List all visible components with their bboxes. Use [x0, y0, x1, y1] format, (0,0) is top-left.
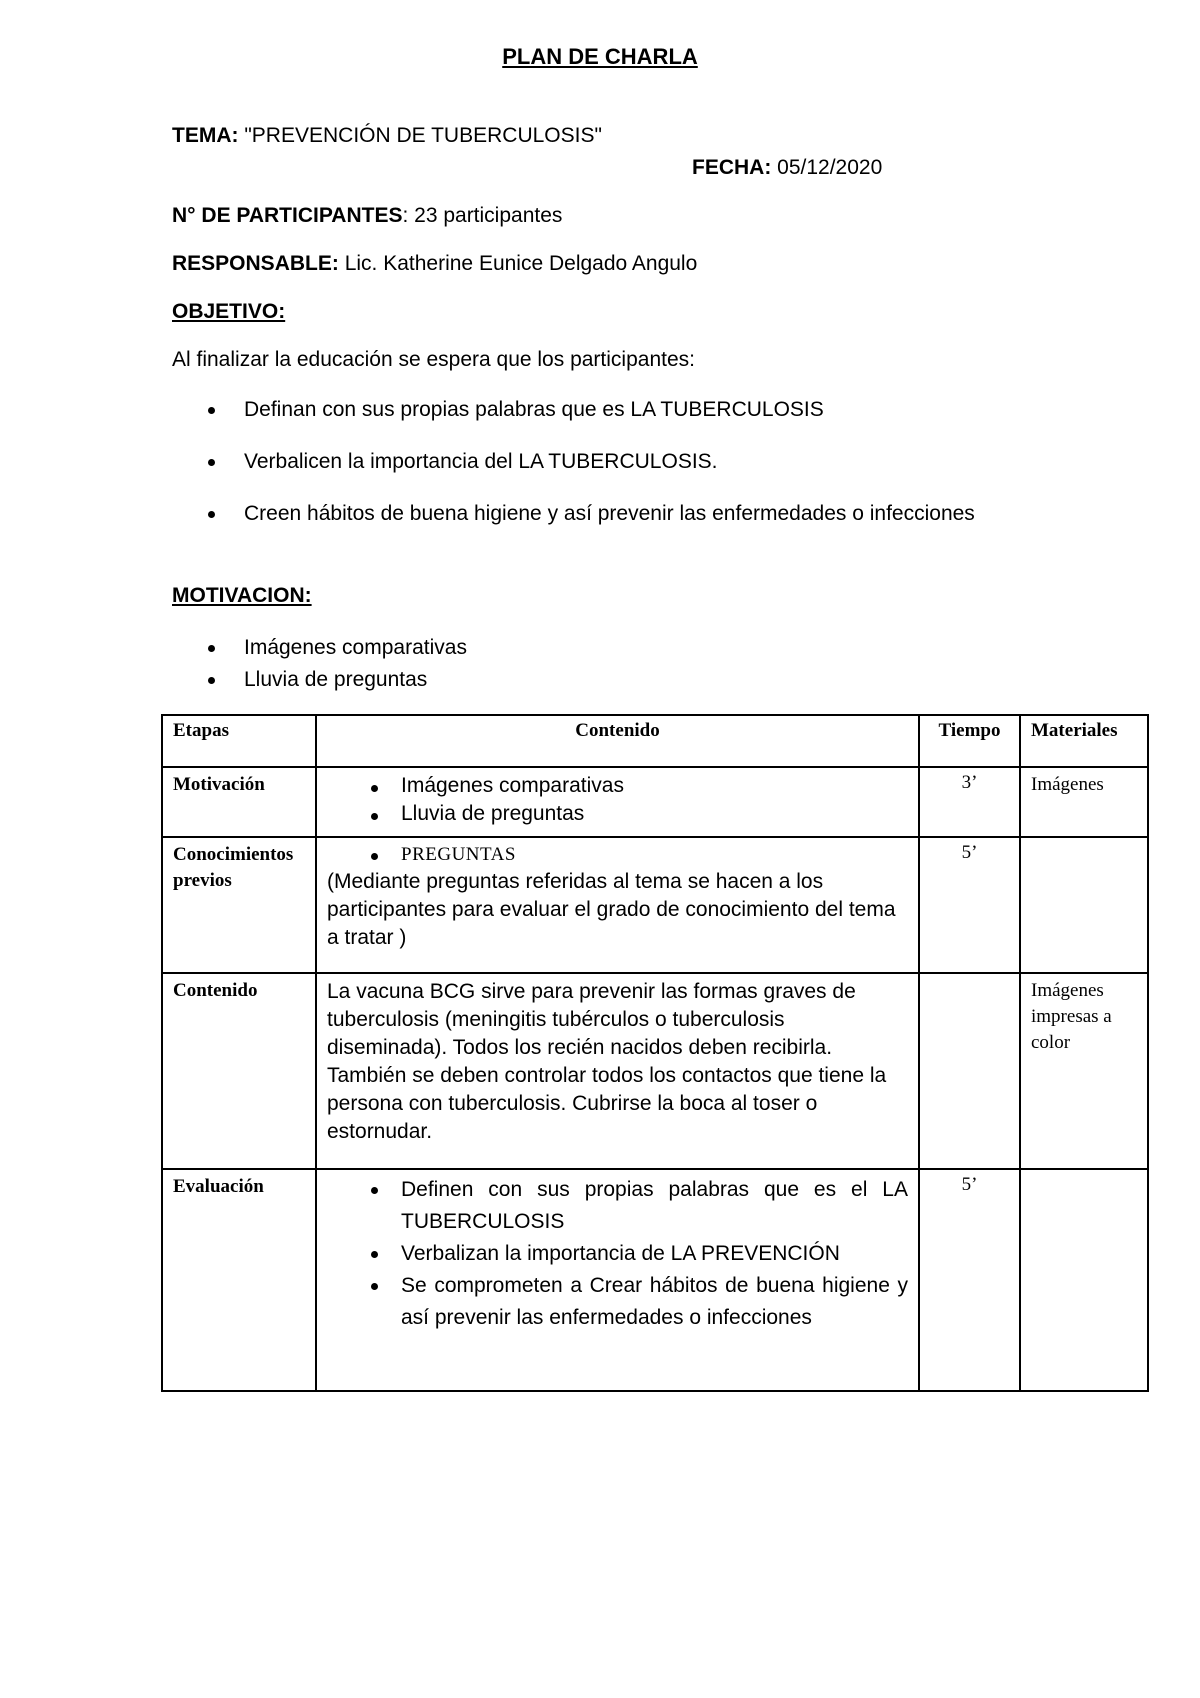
header-materiales: Materiales	[1020, 715, 1148, 767]
contenido-cell: La vacuna BCG sirve para prevenir las formas graves de tuberculosis (meningitis tubérculos o tuberculosis diseminada). Todos los recién nacidos deben recibirla. También se deben controlar todos los contactos que tiene la persona con tuberculosis. Cubrirse la boca al toser o estornudar.	[316, 973, 919, 1169]
etapa-cell: Motivación	[162, 767, 316, 837]
list-item: Imágenes comparativas	[327, 772, 908, 800]
list-item: Definen con sus propias palabras que es el LA TUBERCULOSIS	[327, 1174, 908, 1238]
materiales-cell	[1020, 1169, 1148, 1391]
responsable-line	[172, 252, 697, 276]
list-item: Creen hábitos de buena higiene y así prevenir las enfermedades o infecciones	[172, 498, 1030, 530]
list-item: Definan con sus propias palabras que es LA TUBERCULOSIS	[172, 394, 1030, 426]
etapa-cell: Contenido	[162, 973, 316, 1169]
materiales-cell: Imágenes impresas a color	[1020, 973, 1148, 1169]
table-row	[162, 1169, 1148, 1391]
table-row	[162, 837, 1148, 973]
contenido-list	[327, 842, 908, 868]
participantes-line	[172, 204, 562, 228]
fecha-line	[692, 156, 882, 180]
objetivo-intro: Al finalizar la educación se espera que los participantes:	[172, 348, 695, 371]
document-title: PLAN DE CHARLA	[502, 44, 698, 69]
list-item: Imágenes comparativas	[172, 632, 1030, 664]
list-item: Lluvia de preguntas	[172, 664, 1030, 696]
motivacion-list	[172, 632, 1030, 696]
tema-value: "PREVENCIÓN DE TUBERCULOSIS"	[238, 124, 602, 147]
contenido-cell	[316, 1169, 919, 1391]
motivacion-heading: MOTIVACION:	[172, 584, 312, 607]
tiempo-cell: 5’	[919, 837, 1020, 973]
materiales-cell	[1020, 837, 1148, 973]
list-item: Verbalizan la importancia de LA PREVENCIÓN	[327, 1238, 908, 1270]
contenido-cell	[316, 837, 919, 973]
contenido-text: (Mediante preguntas referidas al tema se hacen a los participantes para evaluar el grado de conocimiento del tema a tratar )	[327, 870, 896, 949]
header-etapas: Etapas	[162, 715, 316, 767]
contenido-list	[327, 1174, 908, 1334]
list-item: Lluvia de preguntas	[327, 800, 908, 828]
table-row	[162, 767, 1148, 837]
header-tiempo: Tiempo	[919, 715, 1020, 767]
participantes-value: : 23 participantes	[402, 204, 563, 227]
contenido-cell	[316, 767, 919, 837]
objetivos-list	[172, 394, 1030, 530]
objetivo-heading: OBJETIVO:	[172, 300, 286, 323]
tema-label: TEMA:	[172, 124, 239, 147]
table-header-row	[162, 715, 1148, 767]
etapa-cell: Conocimientos previos	[162, 837, 316, 973]
list-item: Se comprometen a Crear hábitos de buena higiene y así prevenir las enfermedades o infecciones	[327, 1270, 908, 1334]
responsable-label: RESPONSABLE:	[172, 252, 339, 275]
list-item: PREGUNTAS	[327, 842, 908, 868]
tiempo-cell: 3’	[919, 767, 1020, 837]
responsable-value: Lic. Katherine Eunice Delgado Angulo	[338, 252, 698, 275]
header-contenido: Contenido	[316, 715, 919, 767]
participantes-label: N° DE PARTICIPANTES	[172, 204, 403, 227]
fecha-value: 05/12/2020	[771, 156, 883, 179]
list-item: Verbalicen la importancia del LA TUBERCULOSIS.	[172, 446, 1030, 478]
tiempo-cell: 5’	[919, 1169, 1020, 1391]
contenido-list	[327, 772, 908, 828]
tema-line	[172, 124, 602, 148]
table-row	[162, 973, 1148, 1169]
materiales-cell: Imágenes	[1020, 767, 1148, 837]
fecha-label: FECHA:	[692, 156, 772, 179]
tiempo-cell	[919, 973, 1020, 1169]
plan-table	[161, 714, 1149, 1392]
etapa-cell: Evaluación	[162, 1169, 316, 1391]
